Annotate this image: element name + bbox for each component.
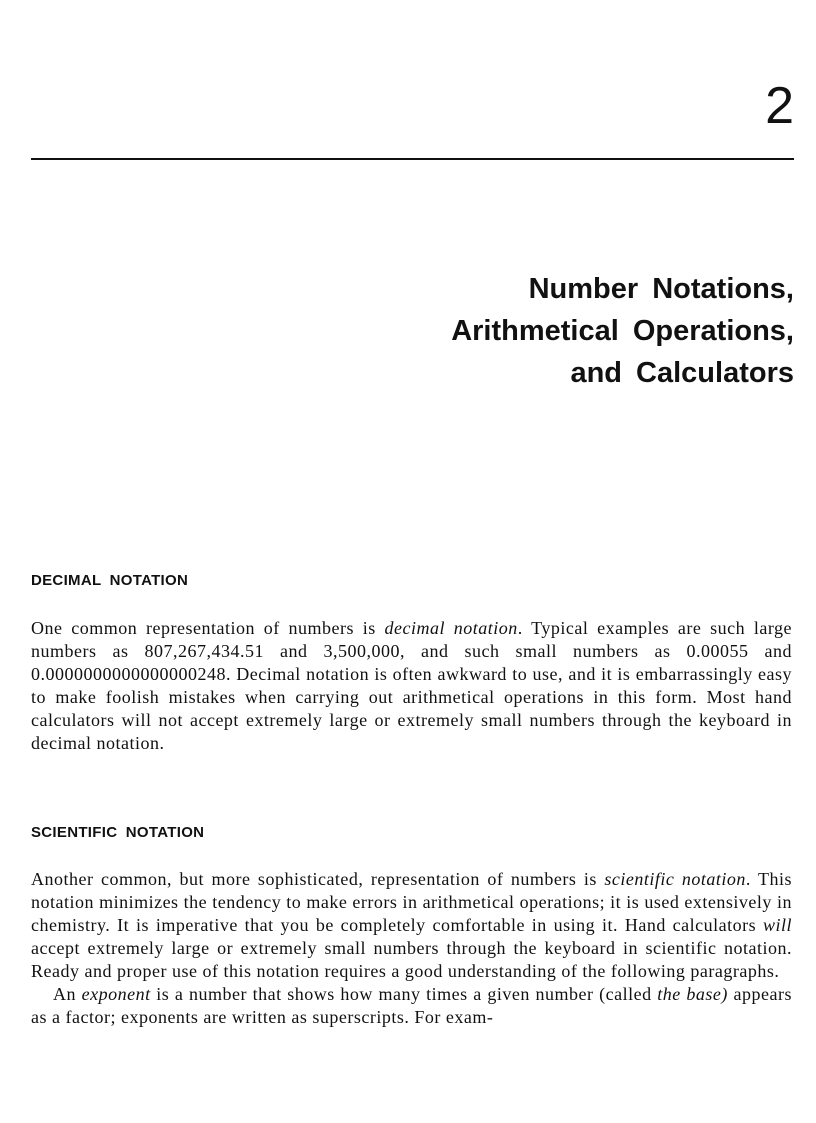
paragraph [31, 617, 792, 755]
chapter-number: 2 [765, 77, 794, 135]
emphasis-will: will [762, 915, 792, 935]
term-decimal-notation: decimal notation [384, 618, 518, 638]
paragraph [31, 983, 792, 1029]
text-run: appears as a factor; exponents are written as superscripts. For exam- [31, 984, 793, 1027]
text-run: accept extremely large or extremely small numbers through the keyboard in scientific notation. Ready and proper use of this notation requires a good understanding of the following paragraphs. [31, 938, 792, 981]
chapter-title [451, 268, 794, 394]
chapter-rule [31, 158, 794, 160]
term-exponent: exponent [81, 984, 151, 1004]
scientific-notation-body [31, 868, 792, 1029]
term-scientific-notation: scientific notation [604, 869, 746, 889]
text-run: An [53, 984, 82, 1004]
section-heading-decimal: DECIMAL NOTATION [31, 572, 189, 589]
decimal-notation-body [31, 617, 792, 755]
term-the-base: the base) [657, 984, 728, 1004]
chapter-title-line: and Calculators [570, 357, 794, 389]
chapter-title-line: Arithmetical Operations, [451, 315, 794, 347]
text-run: One common representation of numbers is [31, 618, 385, 638]
section-heading-scientific: SCIENTIFIC NOTATION [31, 824, 205, 841]
chapter-title-line: Number Notations, [528, 273, 794, 305]
text-run: . Typical examples are such large numbers as 807,267,434.51 and 3,500,000, and such small numbers as 0.00055 and 0.0000000000000000248. Decimal notation is often awkward to use, and it is embarrassingly easy to make foolish mistakes when carrying out arithmetical operations in this form. Most hand calculators will not accept extremely large or extremely small numbers through the keyboard in decimal notation. [31, 618, 793, 753]
text-run: is a number that shows how many times a given number (called [150, 984, 658, 1004]
text-run: Another common, but more sophisticated, representation of numbers is [31, 869, 605, 889]
text-run: . This notation minimizes the tendency to make errors in arithmetical operations; it is used extensively in chemistry. It is imperative that you be completely comfortable in using it. Hand calculators [31, 869, 792, 935]
paragraph [31, 868, 792, 983]
